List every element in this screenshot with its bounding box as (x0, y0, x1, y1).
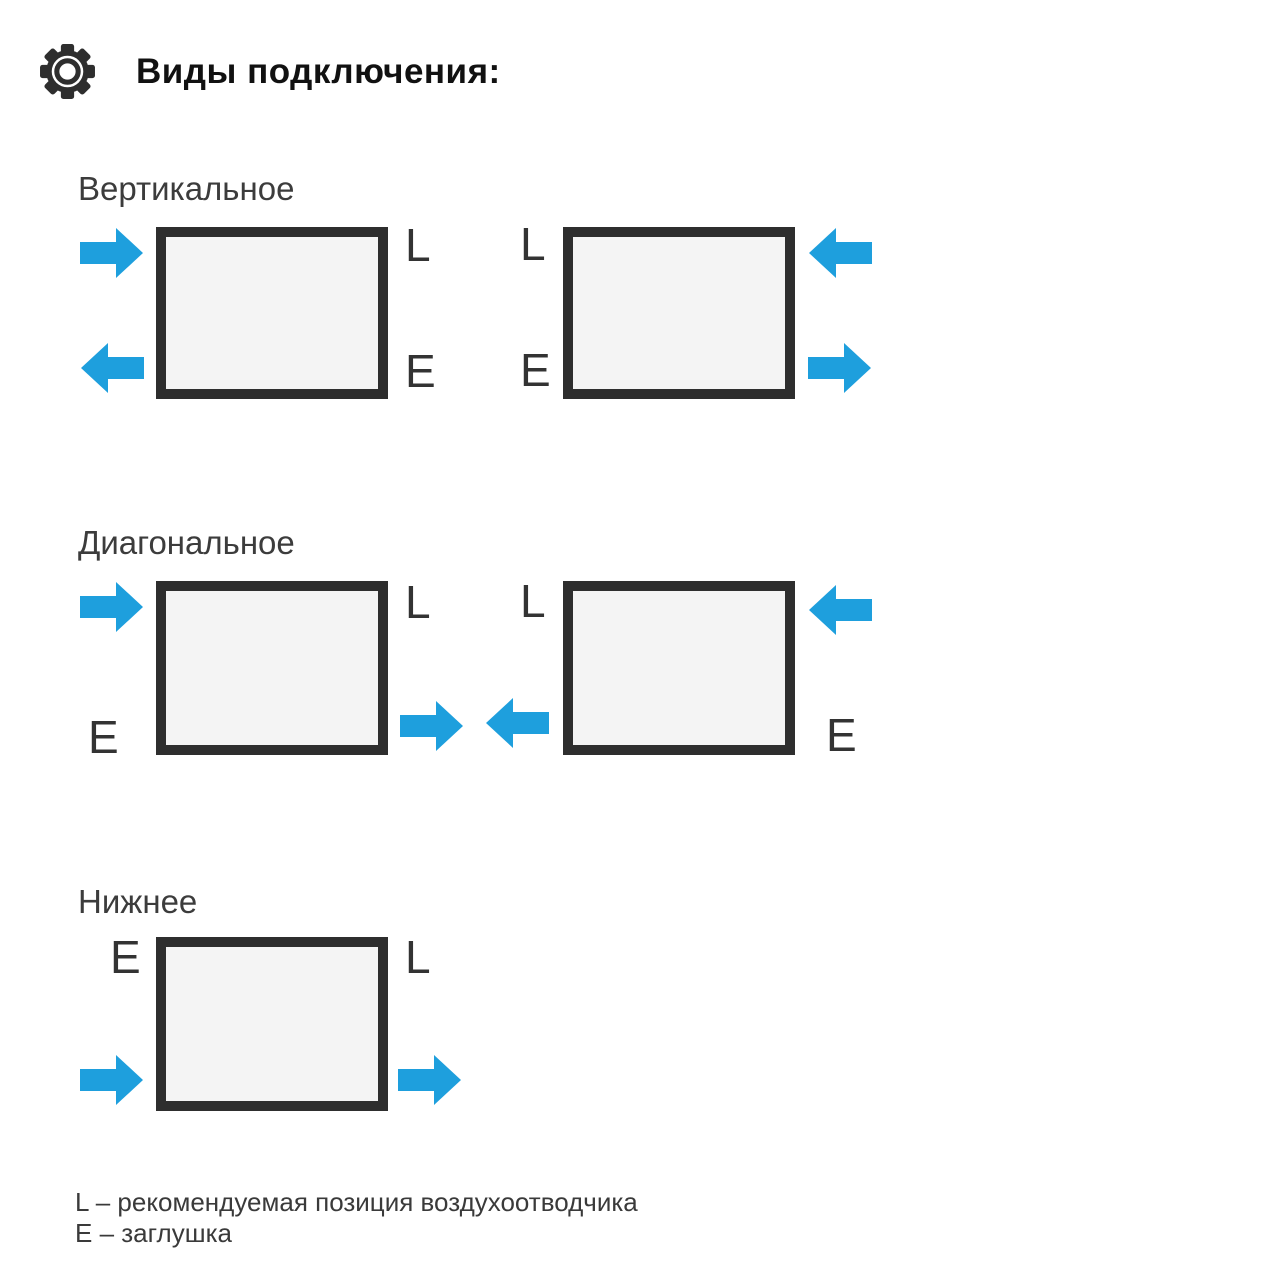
port-label: E (110, 931, 141, 983)
radiator-box (156, 581, 388, 755)
port-label: L (405, 931, 431, 983)
page-title: Виды подключения: (136, 52, 501, 91)
section-title-diagonal: Диагональное (78, 524, 295, 561)
section-title-vertical: Вертикальное (78, 170, 295, 207)
flow-arrow-outlet-right-icon (398, 1053, 462, 1107)
legend-line-plug: E – заглушка (75, 1218, 232, 1248)
port-label: E (826, 709, 857, 761)
flow-arrow-inlet-right-icon (80, 580, 144, 634)
port-label: L (520, 218, 546, 270)
radiator-box (563, 581, 795, 755)
flow-arrow-outlet-left-icon (485, 696, 549, 750)
port-label: L (405, 576, 431, 628)
port-label: E (88, 711, 119, 763)
flow-arrow-inlet-left-icon (808, 583, 872, 637)
flow-arrow-outlet-right-icon (808, 341, 872, 395)
radiator-box (156, 227, 388, 399)
flow-arrow-outlet-right-icon (400, 699, 464, 753)
radiator-box (156, 937, 388, 1111)
gear-icon (39, 43, 96, 100)
port-label: E (520, 344, 551, 396)
port-label: L (520, 575, 546, 627)
port-label: L (405, 219, 431, 271)
port-label: E (405, 345, 436, 397)
radiator-box (563, 227, 795, 399)
flow-arrow-inlet-left-icon (808, 226, 872, 280)
flow-arrow-outlet-left-icon (80, 341, 144, 395)
legend-line-air-vent: L – рекомендуемая позиция воздухоотводчика (75, 1187, 638, 1217)
flow-arrow-inlet-right-icon (80, 226, 144, 280)
flow-arrow-inlet-right-icon (80, 1053, 144, 1107)
section-title-bottom: Нижнее (78, 883, 198, 920)
